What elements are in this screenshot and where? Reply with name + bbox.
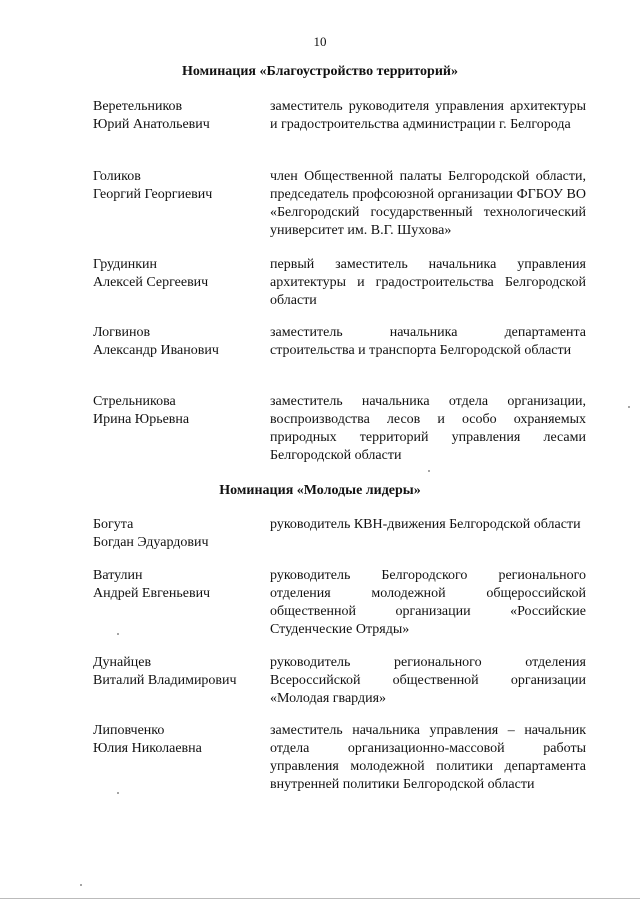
person-given-names: Юлия Николаевна — [93, 741, 202, 756]
person-role: заместитель начальника департамента строительства и транспорта Белгородской области — [270, 325, 586, 358]
person-name — [93, 168, 263, 204]
person-surname: Липовченко — [93, 723, 165, 738]
person-surname: Грудинкин — [93, 257, 158, 272]
scan-speck — [117, 792, 119, 794]
scan-speck — [428, 470, 430, 472]
person-surname: Ватулин — [93, 568, 143, 583]
scan-speck — [117, 633, 119, 635]
page-number: 10 — [313, 34, 327, 49]
person-role: руководитель КВН-движения Белгородской области — [270, 517, 581, 532]
person-role: заместитель руководителя управления архитектуры и градостроительства администрации г. Белгорода — [270, 99, 586, 132]
person-surname: Богута — [93, 517, 134, 532]
person-surname: Стрельникова — [93, 394, 176, 409]
person-surname: Голиков — [93, 169, 141, 184]
person-role: член Общественной палаты Белгородской области, председатель профсоюзной организации ФГБОУ ВО «Белгородский государственный технологический университет им. В.Г. Шухова» — [270, 169, 586, 238]
person-name — [93, 98, 263, 134]
person-role: заместитель начальника управления – начальник отдела организационно-массовой работы управления молодежной политики департамента внутренней политики Белгородской области — [270, 723, 586, 792]
person-surname: Логвинов — [93, 325, 151, 340]
person-given-names: Виталий Владимирович — [93, 673, 237, 688]
person-role: руководитель Белгородского регионального отделения молодежной общероссийской общественной организации «Российские Студенческие Отряды» — [270, 568, 586, 637]
person-role: первый заместитель начальника управления архитектуры и градостроительства Белгородской области — [270, 257, 586, 308]
person-surname: Дунайцев — [93, 655, 152, 670]
person-name — [93, 567, 263, 603]
person-name — [93, 516, 263, 552]
person-given-names: Алексей Сергеевич — [93, 275, 209, 290]
person-given-names: Георгий Георгиевич — [93, 187, 213, 202]
person-given-names: Юрий Анатольевич — [93, 117, 210, 132]
scan-speck — [628, 406, 630, 408]
person-name — [93, 722, 263, 758]
section-title-landscaping: Номинация «Благоустройство территорий» — [182, 64, 458, 79]
scan-edge-line — [0, 898, 640, 899]
person-name — [93, 654, 263, 690]
person-surname: Веретельников — [93, 99, 183, 114]
person-given-names: Андрей Евгеньевич — [93, 586, 211, 601]
person-name — [93, 393, 263, 429]
person-name — [93, 324, 263, 360]
person-name — [93, 256, 263, 292]
person-role: заместитель начальника отдела организации, воспроизводства лесов и особо охраняемых природных территорий управления лесами Белгородской области — [270, 394, 586, 463]
person-given-names: Ирина Юрьевна — [93, 412, 190, 427]
person-role: руководитель регионального отделения Всероссийской общественной организации «Молодая гвардия» — [270, 655, 586, 706]
scan-speck — [80, 884, 82, 886]
person-given-names: Богдан Эдуардович — [93, 535, 209, 550]
person-given-names: Александр Иванович — [93, 343, 219, 358]
section-title-young-leaders: Номинация «Молодые лидеры» — [219, 483, 421, 498]
